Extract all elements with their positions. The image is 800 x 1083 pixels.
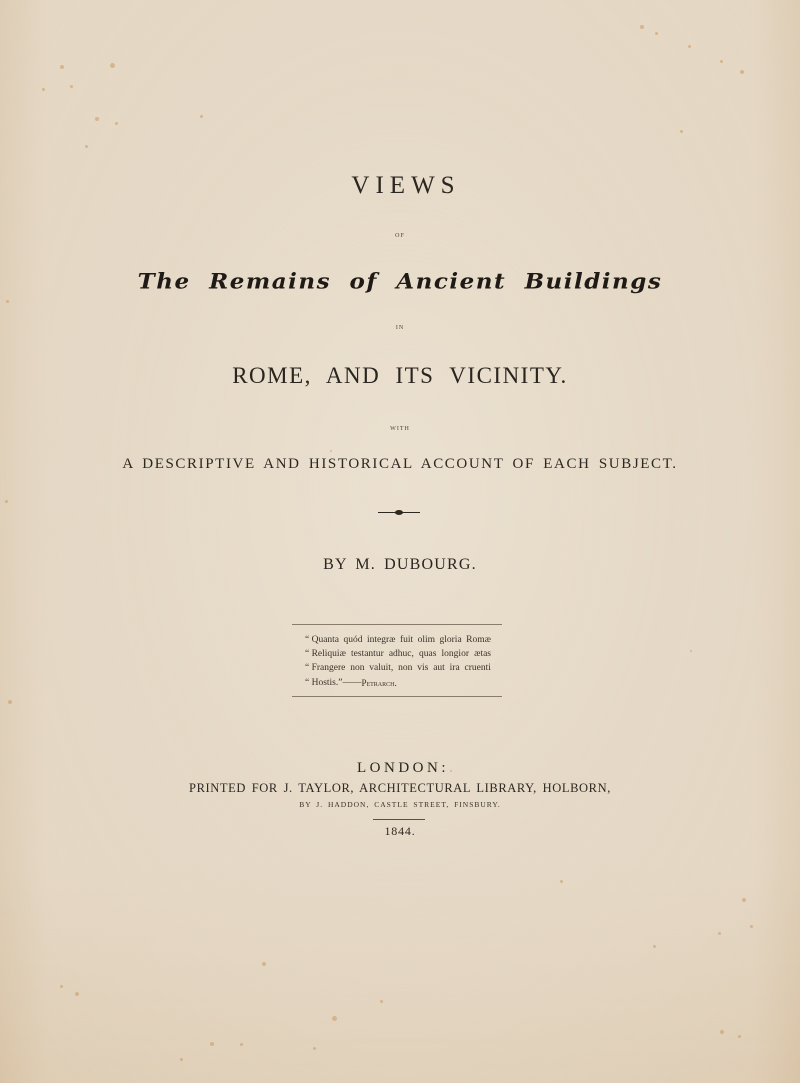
epigraph-word: olim [417,635,436,645]
epigraph [305,633,491,690]
foxing-spot [718,932,721,935]
imprint-year: 1844. [384,824,416,838]
foxing-spot [720,60,723,63]
year-rule [373,819,425,820]
foxing-spot [200,115,203,118]
description-line: A DESCRIPTIVE AND HISTORICAL ACCOUNT OF EACH SUBJECT. [122,456,678,472]
foxing-spot [6,300,9,303]
foxing-spot [5,500,8,503]
epigraph-word: vis [417,663,429,674]
connector-in: IN [395,325,405,331]
foxing-spot [750,925,753,928]
foxing-spot [115,122,118,125]
author-line: BY M. DUBOURG. [323,556,477,573]
epigraph-line [305,676,491,690]
foxing-spot [95,117,99,121]
epigraph-word: “ Frangere [305,663,346,674]
connector-of: OF [395,233,405,239]
foxing-spot [180,1058,183,1061]
epigraph-last-line: “ Hostis.”—— [305,677,362,688]
imprint-city: LONDON: [357,760,449,776]
epigraph-word: ætas [474,649,491,660]
foxing-spot [85,145,88,148]
epigraph-line [305,633,491,647]
foxing-spot [110,63,115,68]
epigraph-word: longior [441,649,469,660]
foxing-spot [75,992,79,996]
foxing-spot [42,88,45,91]
title-views: VIEWS [351,172,461,199]
foxing-spot [653,945,656,948]
foxing-spot [313,1047,316,1050]
foxing-spot [262,962,266,966]
connector-with: WITH [390,426,410,432]
imprint-printer: BY J. HADDON, CASTLE STREET, FINSBURY. [299,800,501,809]
foxing-spot [690,650,692,652]
foxing-spot [8,700,12,704]
foxing-spot [738,1035,741,1038]
foxing-spot [640,25,644,29]
foxing-spot [70,85,73,88]
epigraph-word: valuit, [369,663,394,674]
epigraph-word: quas [419,649,437,660]
foxing-spot [740,70,744,74]
foxing-spot [210,1042,214,1046]
epigraph-rule-bottom [292,696,502,697]
epigraph-line [305,661,491,675]
foxing-spot [330,450,332,452]
epigraph-word: integræ [366,635,396,645]
epigraph-word: “ Reliquiæ [305,649,346,660]
foxing-spot [240,1043,243,1046]
foxing-spot [688,45,691,48]
epigraph-word: “ Quanta [305,635,340,645]
epigraph-word: Romæ [466,635,491,645]
location-heading: ROME, AND ITS VICINITY. [232,363,568,388]
imprint-printed-for: PRINTED FOR J. TAYLOR, ARCHITECTURAL LIBRARY, HOLBORN, [189,781,611,795]
foxing-spot [332,1016,337,1021]
epigraph-word: aut [433,663,445,674]
epigraph-word: fuit [399,635,414,645]
foxing-spot [655,32,658,35]
epigraph-line [305,647,491,661]
foxing-spot [680,130,683,133]
foxing-spot [60,985,63,988]
epigraph-word: gloria [439,635,462,645]
foxing-spot [560,880,563,883]
ornament-rule-icon [378,509,420,517]
foxing-spot [742,898,746,902]
epigraph-word: adhuc, [388,649,414,660]
ornament-diamond [395,510,403,515]
foxing-spot [380,1000,383,1003]
subtitle-gothic: The Remains of Ancient Buildings [137,268,663,295]
epigraph-word: testantur [351,649,384,660]
foxing-spot [720,1030,724,1034]
epigraph-rule-top [292,624,502,625]
epigraph-word: non [398,663,413,674]
epigraph-word: non [350,663,365,674]
epigraph-attribution: Petrarch. [361,677,397,688]
epigraph-word: cruenti [464,663,491,674]
foxing-spot [60,65,64,69]
epigraph-word: quód [343,635,363,645]
epigraph-word: ira [449,663,460,674]
